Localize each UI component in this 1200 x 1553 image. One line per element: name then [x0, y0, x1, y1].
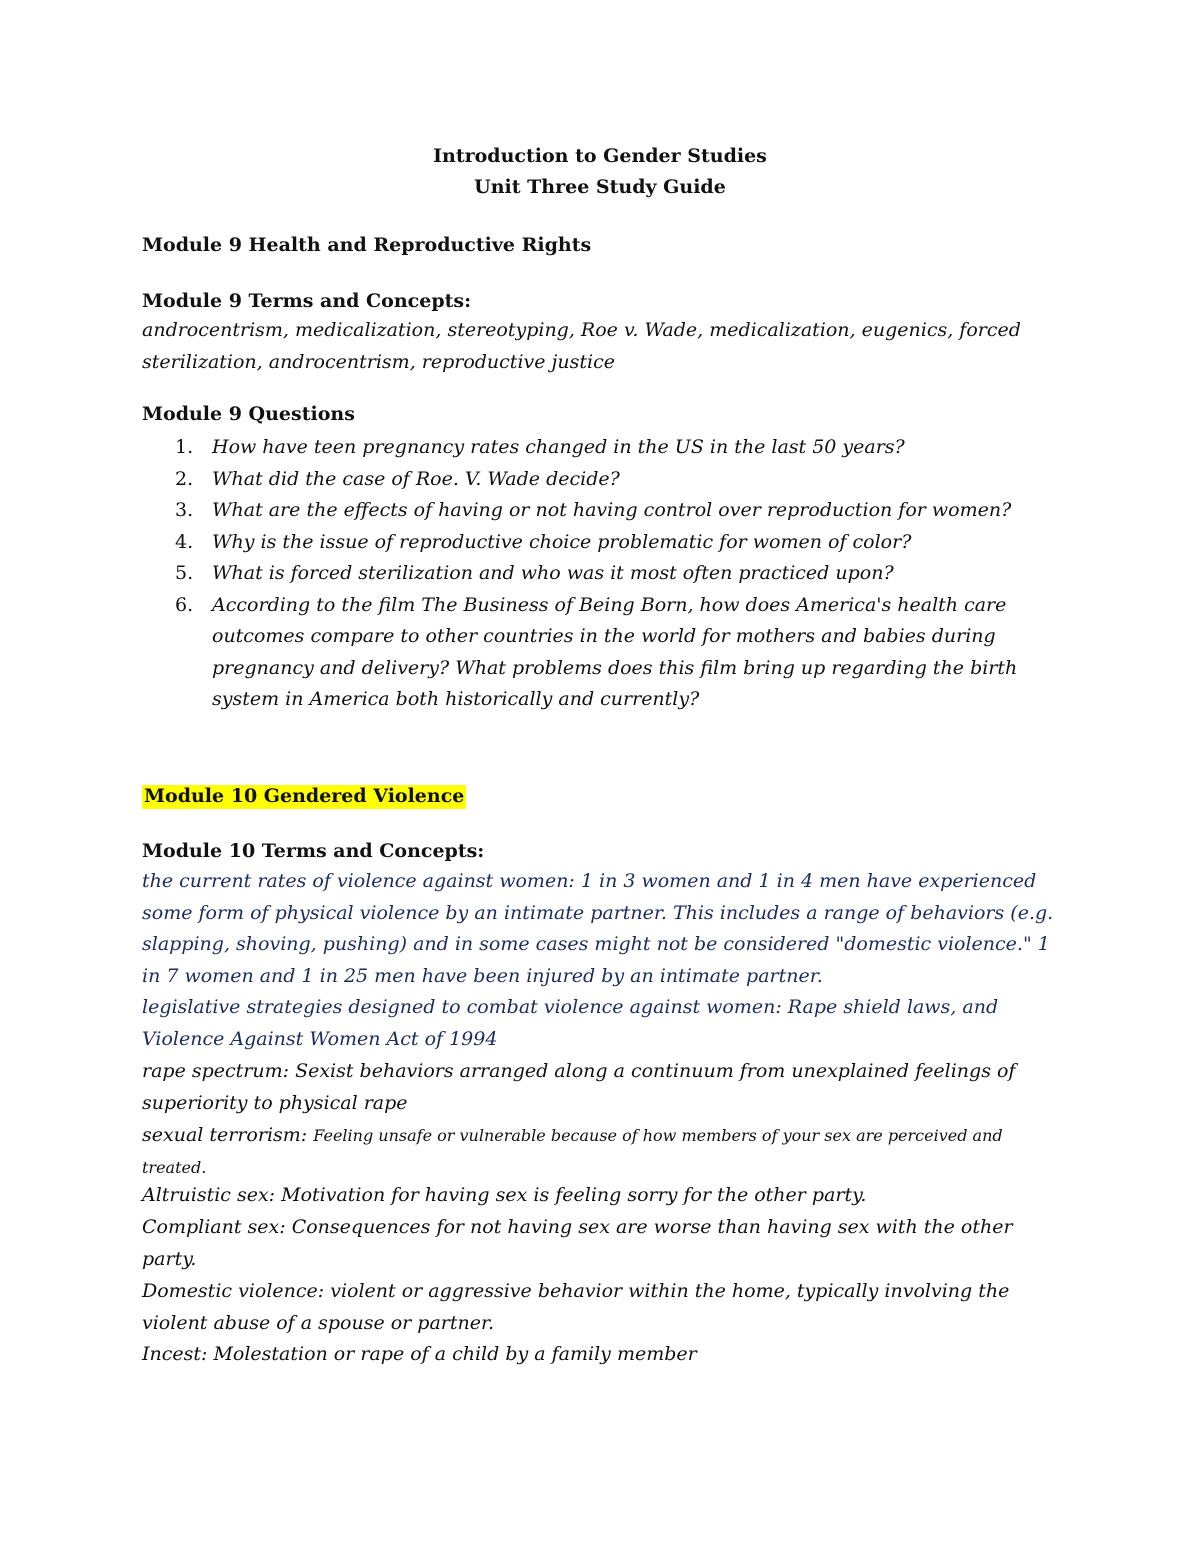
question-text: According to the film The Business of Being Born, how does America's health care outcomes compare to other countries in the world for mothers and babies during pregnancy and delivery? What problems does this film bring up regarding the birth system in America both historically and currently?: [212, 593, 1018, 710]
rates-line-3: slapping, shoving, pushing) and in some cases might not be considered "domestic violence." 1: [142, 933, 1050, 955]
domestic-line-2: violent abuse of a spouse or partner.: [142, 1311, 495, 1334]
question-text: What are the effects of having or not having control over reproduction for women?: [212, 499, 1012, 521]
module10-terms-heading: Module 10 Terms and Concepts:: [142, 840, 485, 862]
module9-terms-heading: Module 9 Terms and Concepts:: [142, 290, 472, 312]
question-text: What is forced sterilization and who was it most often practiced upon?: [212, 562, 894, 584]
rates-line-2: some form of physical violence by an intimate partner. This includes a range of behaviors (e.g.: [142, 901, 1054, 924]
module9-terms-line-1: androcentrism, medicalization, stereotyping, Roe v. Wade, medicalization, eugenics, forced: [142, 319, 1021, 341]
list-item: [142, 527, 1042, 559]
question-text: Why is the issue of reproductive choice problematic for women of color?: [212, 530, 912, 553]
legislative-line-1: legislative strategies designed to combat violence against women: Rape shield laws, and: [142, 996, 999, 1018]
rates-line-1: the current rates of violence against women: 1 in 3 women and 1 in 4 men have experienced: [142, 870, 1037, 892]
module10-domestic-violence: [142, 1276, 1062, 1339]
module10-rape-spectrum: [142, 1056, 1062, 1119]
list-number: 3.: [175, 499, 194, 521]
module9-terms: [142, 315, 1062, 378]
document-subtitle: Unit Three Study Guide: [474, 176, 726, 198]
module10-violence-rates: [142, 866, 1062, 992]
rates-line-4: in 7 women and 1 in 25 men have been injured by an intimate partner.: [142, 964, 823, 987]
rape-spectrum-line-1: rape spectrum: Sexist behaviors arranged along a continuum from unexplained feelings of: [142, 1060, 1016, 1082]
module10-incest: Incest: Molestation or rape of a child by a family member: [142, 1343, 697, 1365]
list-number: 4.: [175, 530, 194, 553]
list-item: [142, 464, 1042, 496]
question-text: How have teen pregnancy rates changed in the US in the last 50 years?: [212, 436, 905, 458]
legislative-line-2: Violence Against Women Act of 1994: [142, 1027, 498, 1050]
compliant-line-2: party.: [142, 1247, 197, 1270]
module10-legislative: [142, 992, 1062, 1055]
module10-heading-highlight: Module 10 Gendered Violence: [144, 785, 465, 807]
question-text: What did the case of Roe. V. Wade decide?: [212, 467, 620, 490]
list-number: 5.: [175, 562, 194, 584]
module10-altruistic-sex: Altruistic sex: Motivation for having sex is feeling sorry for the other party.: [142, 1184, 867, 1206]
module10-heading: [142, 780, 466, 812]
list-item: [142, 495, 1042, 527]
document-title: Introduction to Gender Studies: [433, 145, 767, 167]
rape-spectrum-line-2: superiority to physical rape: [142, 1091, 408, 1114]
list-number: 6.: [175, 593, 194, 616]
module10-sexual-terrorism: [142, 1120, 1062, 1183]
domestic-line-1: Domestic violence: violent or aggressive behavior within the home, typically involving the: [142, 1280, 1010, 1302]
module9-questions-heading: Module 9 Questions: [142, 403, 355, 425]
sexual-terrorism-term: sexual terrorism:: [142, 1124, 314, 1146]
module9-heading: Module 9 Health and Reproductive Rights: [142, 234, 592, 256]
list-number: 1.: [175, 436, 194, 458]
compliant-line-1: Compliant sex: Consequences for not having sex are worse than having sex with the other: [142, 1216, 1013, 1238]
list-item: [142, 558, 1042, 590]
sexual-terrorism-definition-2: treated.: [142, 1157, 207, 1177]
sexual-terrorism-definition-1: Feeling unsafe or vulnerable because of how members of your sex are perceived and: [313, 1126, 1003, 1145]
list-item: [142, 590, 1042, 716]
list-number: 2.: [175, 467, 194, 490]
list-item: [142, 432, 1042, 464]
module9-questions-list: [142, 432, 1042, 716]
module9-terms-line-2: sterilization, androcentrism, reproductive justice: [142, 350, 616, 373]
module10-compliant-sex: [142, 1212, 1062, 1275]
